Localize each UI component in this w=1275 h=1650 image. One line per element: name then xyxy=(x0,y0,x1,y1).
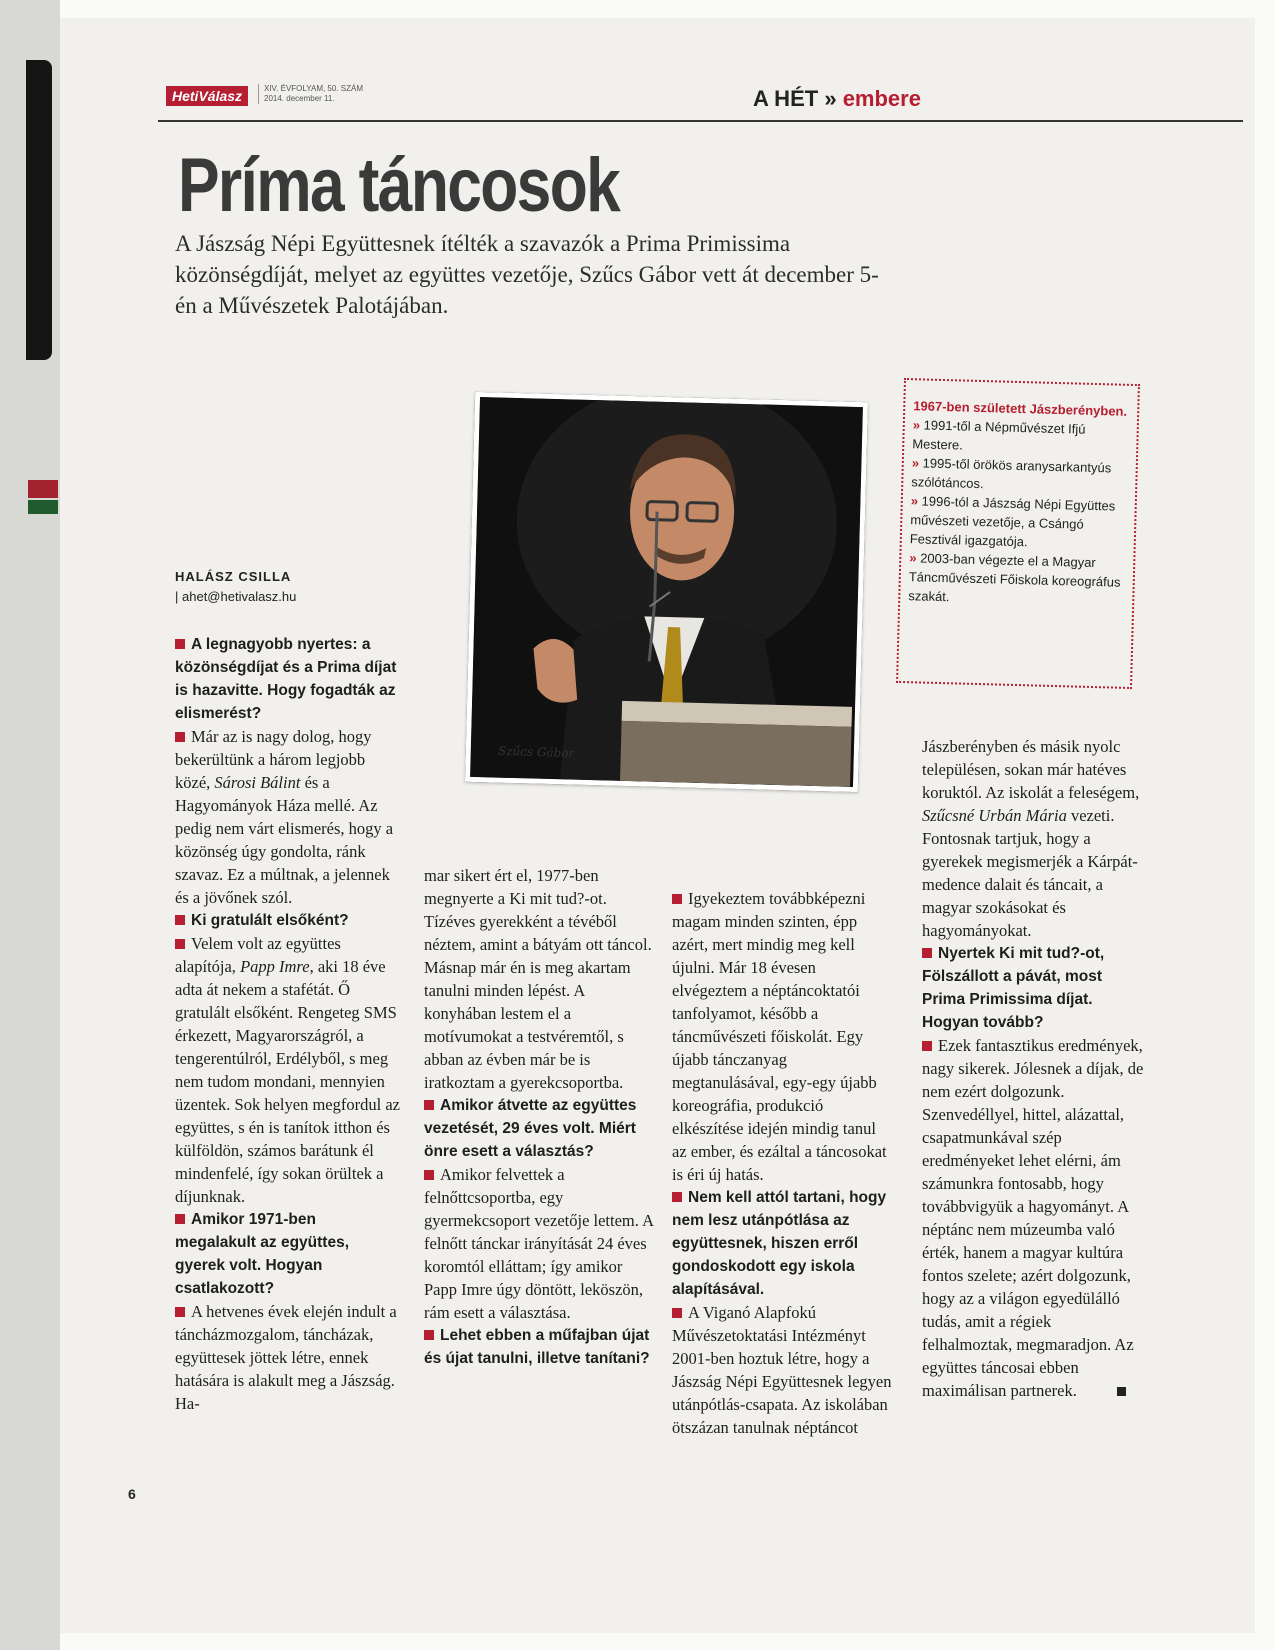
text-column-1 xyxy=(175,633,400,1415)
section-arrows: » xyxy=(824,86,837,111)
portrait-photo xyxy=(465,392,868,792)
question: Lehet ebben a műfajban újat és újat tanulni, illetve tanítani? xyxy=(424,1327,650,1367)
answer: Igyekeztem továbbképezni magam minden szinten, épp azért, mert mindig meg kell újulni. Már 18 évesen elvégeztem a néptáncoktatói tanfolyamot, később a táncművészeti főiskolát. Egy újabb tánczanyag megtanulásával, egy-egy újabb koreográfia, produkció elkészítése idején mindig tanul az ember, és ezáltal a táncosokat is éri új hatás. xyxy=(672,889,887,1184)
issue-volume: XIV. ÉVFOLYAM, 50. SZÁM xyxy=(264,84,363,93)
bio-sidebox xyxy=(896,378,1140,689)
question: Nem kell attól tartani, hogy nem lesz utánpótlása az együttesnek, hiszen erről gondoskodott egy iskola alapításával. xyxy=(672,1189,887,1298)
text-column-4 xyxy=(922,735,1144,1402)
page-number: 6 xyxy=(128,1486,136,1502)
bullet-square-icon xyxy=(175,939,185,949)
section-prefix: A HÉT xyxy=(753,86,819,111)
text-column-3 xyxy=(672,887,894,1439)
text-column-2 xyxy=(424,864,656,1370)
bio-item: » 2003-ban végezte el a Magyar Táncművészeti Főiskola koreográfus szakát. xyxy=(908,550,1121,605)
question: Amikor átvette az együttes vezetését, 29 éves volt. Miért önre esett a választás? xyxy=(424,1097,637,1160)
bullet-square-icon xyxy=(672,1308,682,1318)
bullet-square-icon xyxy=(424,1330,434,1340)
binding-mark xyxy=(28,500,58,514)
bio-intro: 1967-ben született Jászberényben. xyxy=(913,398,1128,419)
article-title: Príma táncosok xyxy=(178,143,620,228)
byline xyxy=(175,567,296,607)
binding-mark xyxy=(28,480,58,498)
bullet-square-icon xyxy=(175,732,185,742)
bio-item: » 1995-től örökös aranysarkantyús szólótáncos. xyxy=(911,455,1112,492)
bullet-square-icon xyxy=(424,1100,434,1110)
photo-caption: Szűcs Gábor xyxy=(497,743,575,761)
page-binding-edge xyxy=(0,0,60,1650)
section-suffix: embere xyxy=(842,86,921,111)
question: Ki gratulált elsőként? xyxy=(175,909,400,932)
answer-continued: Jászberényben és másik nyolc településen, sokan már hatéves koruktól. Az iskolát a feleségem, Szűcsné Urbán Mária vezeti. Fontosnak tartjuk, hogy a gyerekek megismerjék a Kárpát-medence dalait és táncait, a magyar szokásokat és hagyományokat. xyxy=(922,737,1140,940)
section-title xyxy=(753,86,921,112)
bullet-square-icon xyxy=(672,894,682,904)
bullet-square-icon xyxy=(175,639,185,649)
answer: A Viganó Alapfokú Művészetoktatási Intézményt 2001-ben hoztuk létre, hogy a Jászság Népi Együttesnek legyen utánpótlás-csapata. Az iskolában ötszázan tanulnak néptáncot xyxy=(672,1303,892,1437)
answer: Velem volt az együttes alapítója, Papp Imre, aki 18 éve adta át nekem a stafétát. Ő gratulált elsőként. Rengeteg SMS érkezett, Magyarországról, a tengerentúlról, Erdélyből, s meg nem tudom mondani, mennyien üzentek. Sok helyen megfordul az együttes, s én is tanítok itthon és külföldön, számos barátunk él mindenfelé, így sokan örültek a díjunknak. xyxy=(175,934,400,1206)
issue-date: 2014. december 11. xyxy=(264,94,335,103)
bullet-square-icon xyxy=(175,1307,185,1317)
answer: Amikor felvettek a felnőttcsoportba, egy gyermekcsoport vezetője lettem. A felnőtt tánckar irányítását 24 éves koromtól elláttam; így amikor Papp Imre úgy döntött, leköszön, rám esett a választása. xyxy=(424,1165,654,1322)
author-name: HALÁSZ CSILLA xyxy=(175,569,292,584)
magazine-logo: HetiVálasz xyxy=(166,86,248,106)
question: Amikor 1971-ben megalakult az együttes, gyerek volt. Hogyan csatlakozott? xyxy=(175,1211,350,1297)
question: Nyertek Ki mit tud?-ot, Fölszállott a pávát, most Prima Primissima díjat. Hogyan tovább? xyxy=(922,945,1105,1031)
answer: Ezek fantasztikus eredmények, nagy sikerek. Jólesnek a díjak, de nem ezért dolgozunk. Szenvedéllyel, hittel, alázattal, csapatmunkával szép eredményeket lehet elérni, ám számunkra fontosabb, hogy továbbvigyük a hagyományt. A néptánc nem múzeumba való érték, hanem a magyar kultúra fontos szelete; azért dolgozunk, hogy az a világon egyedülálló tudás, amit a régiek felhalmoztak, megmaradjon. Az együttes táncosai ebben maximálisan partnerek. xyxy=(922,1036,1144,1400)
bullet-square-icon xyxy=(672,1192,682,1202)
bullet-square-icon xyxy=(175,1214,185,1224)
question: A legnagyobb nyertes: a közönségdíjat és a Prima díjat is hazavitte. Hogy fogadták az elismerést? xyxy=(175,636,397,722)
portrait-illustration xyxy=(470,397,863,787)
bio-item: » 1991-től a Népművészet Ifjú Mestere. xyxy=(912,417,1086,453)
article-lead: A Jászság Népi Együttesnek ítélték a szavazók a Prima Primissima közönségdíját, melyet az együttes vezetője, Szűcs Gábor vett át december 5-én a Művészetek Palotájában. xyxy=(175,231,879,318)
bullet-square-icon xyxy=(922,1041,932,1051)
answer: A hetvenes évek elején indult a táncházmozgalom, táncházak, együttesek jöttek létre, ennek hatására is alakult meg a Jászság. Ha- xyxy=(175,1302,397,1413)
bullet-square-icon xyxy=(424,1170,434,1180)
end-mark-icon xyxy=(1117,1387,1126,1396)
bullet-square-icon xyxy=(175,915,185,925)
issue-info xyxy=(258,84,363,104)
answer: Már az is nagy dolog, hogy bekerültünk a három legjobb közé, Sárosi Bálint és a Hagyományok Háza mellé. Az pedig nem várt elismerés, hogy a közönség úgy gondolta, ránk szavaz. Ez a múltnak, a jelennek és a jövőnek szól. xyxy=(175,727,394,907)
page-header xyxy=(158,80,1243,122)
answer-continued: mar sikert ért el, 1977-ben megnyerte a Ki mit tud?-ot. Tízéves gyerekként a tévéből néztem, amint a bátyám ott táncol. Másnap már én is meg akartam tanulni minden lépést. A konyhában lestem el a motívumokat a testvéremtől, s abban az évben már be is iratkoztam a gyerekcsoportba. xyxy=(424,866,652,1092)
author-email[interactable]: | ahet@hetivalasz.hu xyxy=(175,589,297,604)
bullet-square-icon xyxy=(922,948,932,958)
bio-item: » 1996-tól a Jászság Népi Együttes művészeti vezetője, a Csángó Fesztivál igazgatója. xyxy=(909,493,1116,550)
binding-shadow xyxy=(26,60,52,360)
